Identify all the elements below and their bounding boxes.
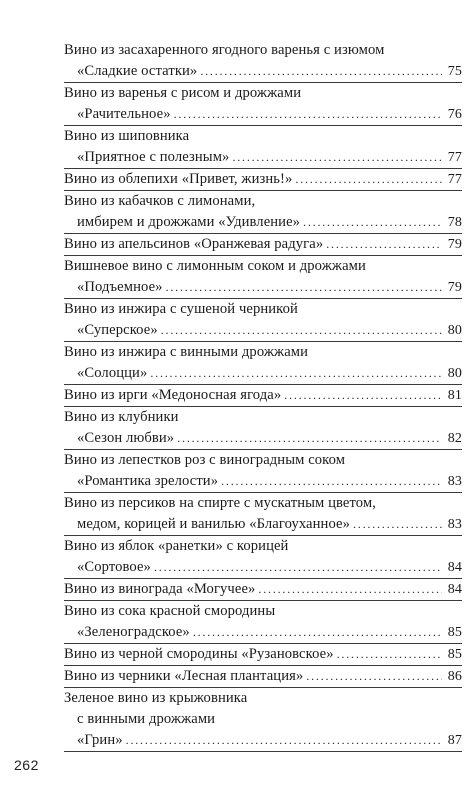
toc-entry-title: Вино из лепестков роз с виноградным соком (64, 452, 346, 468)
toc-entry-title: «Зеленоградское» (77, 624, 190, 640)
toc-entry-title: Вино из засахаренного ягодного варенья с изюмом (64, 42, 385, 58)
toc-entry (64, 666, 462, 687)
toc-entry (64, 169, 462, 190)
toc-page-number: 80 (447, 323, 462, 338)
toc-entry-title: «Солоцци» (77, 365, 148, 381)
toc-entry-title: Вино из инжира с винными дрожжами (64, 344, 309, 360)
toc-entry-title: Вино из инжира с сушеной черникой (64, 301, 298, 317)
toc-page-number: 77 (447, 150, 462, 165)
toc-entry-title: Вино из черной смородины «Рузановское» (64, 646, 334, 662)
toc-entry (64, 688, 462, 751)
dot-leader (150, 367, 442, 379)
toc-entry (64, 493, 462, 535)
page-number: 262 (14, 757, 39, 773)
toc-page-number: 80 (447, 366, 462, 381)
toc-entry (64, 536, 462, 578)
toc-entry-title: Вино из клубники (64, 409, 179, 425)
dot-leader (326, 238, 442, 250)
toc-page-number: 85 (447, 625, 462, 640)
dot-leader (258, 583, 442, 595)
dot-leader (303, 216, 442, 228)
toc-entry-title: Вино из черники «Лесная плантация» (64, 668, 304, 684)
toc-entry-title: «Приятное с полезным» (77, 149, 230, 165)
dot-leader (177, 432, 442, 444)
toc-entry (64, 191, 462, 233)
toc-entry (64, 256, 462, 298)
toc-page-number: 84 (447, 560, 462, 575)
dot-leader (284, 389, 442, 401)
toc-entry (64, 299, 462, 341)
toc-page-number: 76 (447, 107, 462, 122)
toc-entry-title: Вино из яблок «ранетки» с корицей (64, 538, 289, 554)
dot-leader (295, 173, 442, 185)
toc-entry (64, 342, 462, 384)
toc-entry-title: медом, корицей и ванилью «Благоуханное» (77, 516, 350, 532)
dot-leader (126, 734, 442, 746)
toc-page-number: 77 (447, 172, 462, 187)
toc-entry-title: «Грин» (77, 732, 123, 748)
toc-entry-title: имбирем и дрожжами «Удивление» (77, 214, 301, 230)
dot-leader (161, 324, 442, 336)
toc-entry-title: «Сортовое» (77, 559, 151, 575)
toc-entry-title: Вино из кабачков с лимонами, (64, 193, 256, 209)
toc-entry-title: Вино из персиков на спирте с мускатным цветом, (64, 495, 376, 511)
toc-page-number: 83 (447, 474, 462, 489)
toc-entry (64, 126, 462, 168)
toc-entry (64, 83, 462, 125)
toc-entry-title: с винными дрожжами (77, 711, 216, 727)
dot-leader (200, 65, 442, 77)
toc-entry-title: Вино из варенья с рисом и дрожжами (64, 85, 302, 101)
dot-leader (306, 670, 442, 682)
toc-page-number: 79 (447, 237, 462, 252)
table-of-contents (64, 40, 462, 752)
toc-entry (64, 234, 462, 255)
toc-entry-title: Вино из облепихи «Привет, жизнь!» (64, 171, 293, 187)
toc-entry (64, 450, 462, 492)
toc-entry-title: Вино из ирги «Медоносная ягода» (64, 387, 282, 403)
toc-entry (64, 579, 462, 600)
toc-page-number: 87 (447, 733, 462, 748)
dot-leader (221, 475, 442, 487)
toc-entry-title: «Суперское» (77, 322, 158, 338)
dot-leader (232, 151, 442, 163)
toc-entry (64, 385, 462, 406)
toc-entry-title: Вишневое вино с лимонным соком и дрожжами (64, 258, 366, 274)
toc-page-number: 86 (447, 669, 462, 684)
toc-page-number: 82 (447, 431, 462, 446)
dot-leader (174, 108, 442, 120)
toc-page-number: 79 (447, 280, 462, 295)
toc-entry-title: Зеленое вино из крыжовника (64, 690, 248, 706)
divider (64, 751, 462, 752)
toc-entry-title: Вино из винограда «Могучее» (64, 581, 256, 597)
toc-entry-title: «Сезон любви» (77, 430, 175, 446)
toc-entry (64, 407, 462, 449)
toc-entry-title: Вино из шиповника (64, 128, 190, 144)
toc-entry-title: «Сладкие остатки» (77, 63, 198, 79)
toc-page-number: 85 (447, 647, 462, 662)
toc-entry-title: «Романтика зрелости» (77, 473, 219, 489)
dot-leader (193, 626, 442, 638)
toc-entry-title: «Рачительное» (77, 106, 171, 122)
dot-leader (154, 561, 442, 573)
toc-entry-title: Вино из апельсинов «Оранжевая радуга» (64, 236, 324, 252)
toc-entry (64, 40, 462, 82)
toc-page-number: 83 (447, 517, 462, 532)
toc-entry (64, 644, 462, 665)
toc-entry-title: «Подъемное» (77, 279, 163, 295)
dot-leader (353, 518, 442, 530)
toc-page-number: 78 (447, 215, 462, 230)
toc-page-number: 81 (447, 388, 462, 403)
dot-leader (166, 281, 442, 293)
dot-leader (337, 648, 442, 660)
toc-page-number: 75 (447, 64, 462, 79)
toc-entry-title: Вино из сока красной смородины (64, 603, 276, 619)
toc-page-number: 84 (447, 582, 462, 597)
toc-entry (64, 601, 462, 643)
